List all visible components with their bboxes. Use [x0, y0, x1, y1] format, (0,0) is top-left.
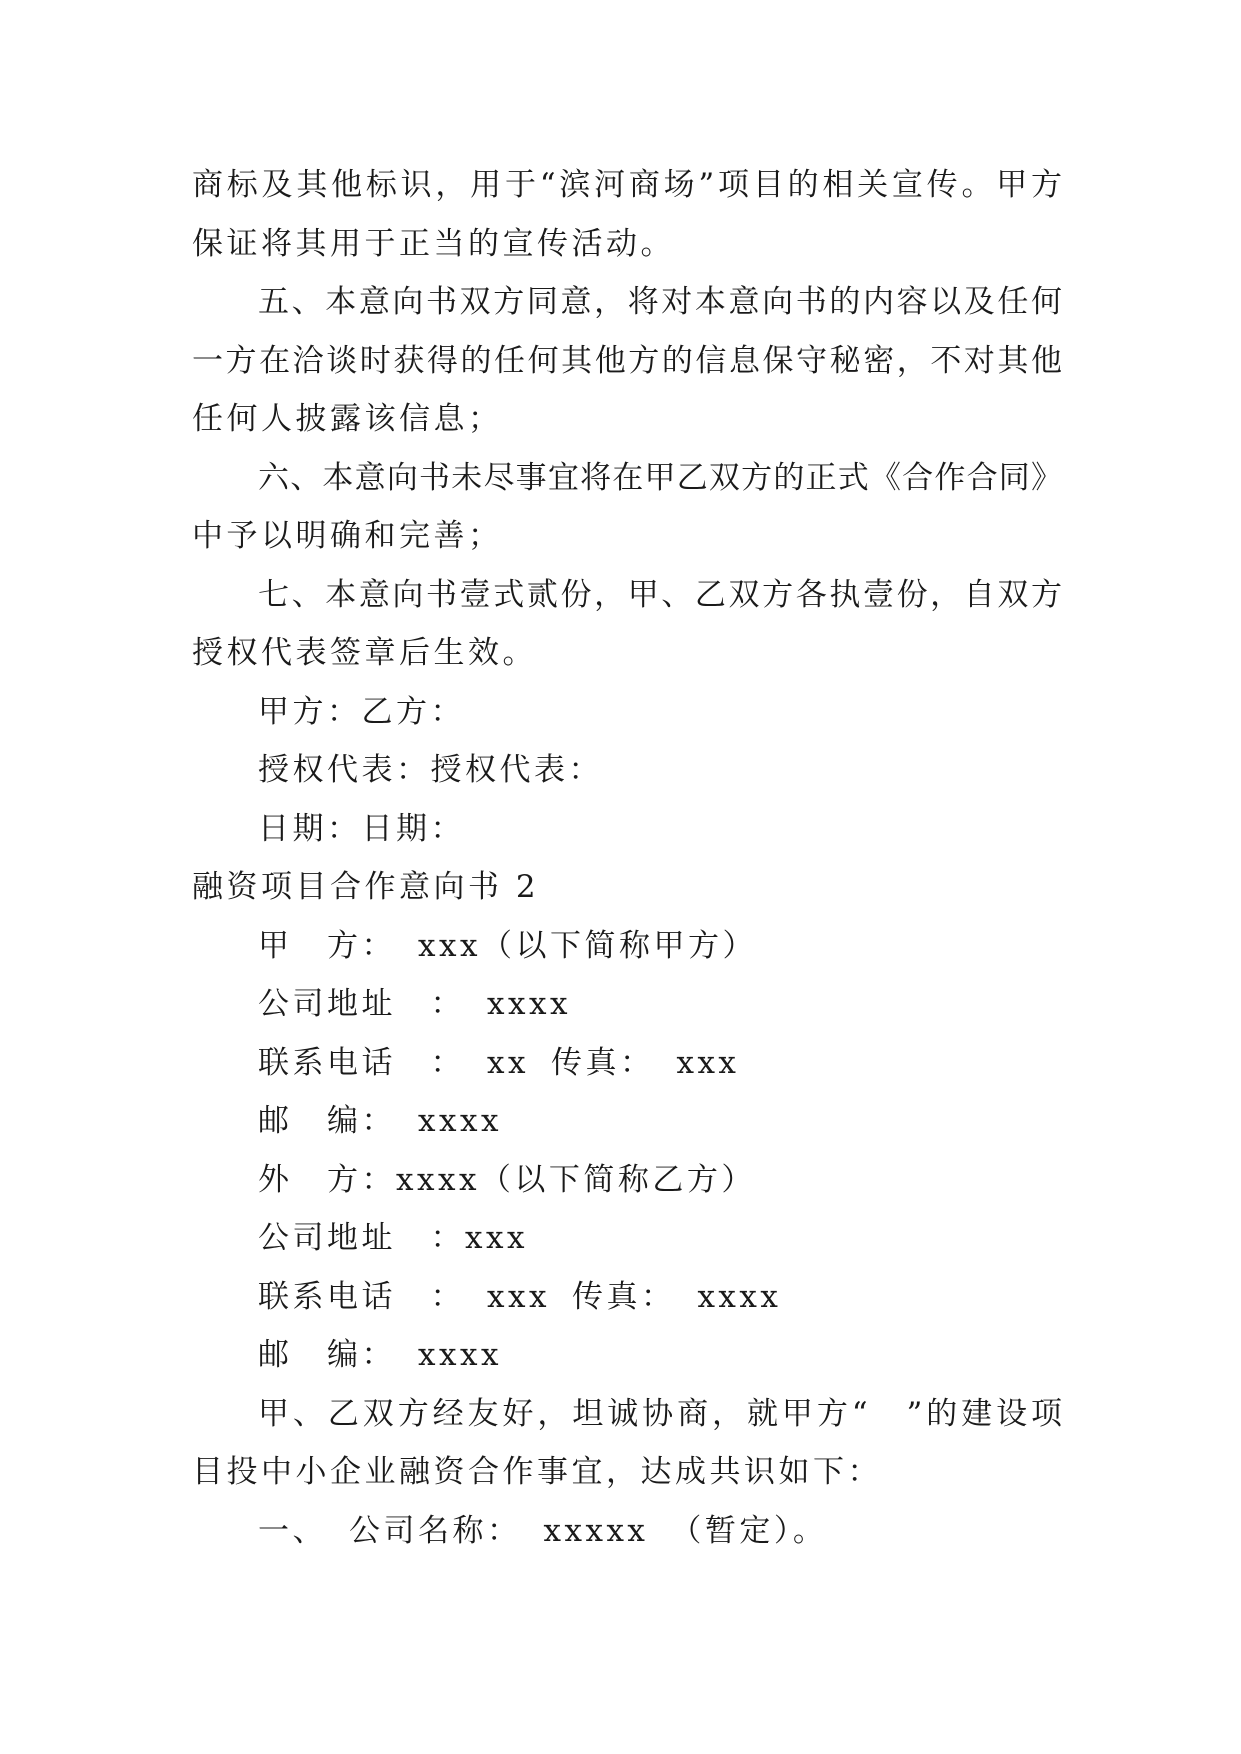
party-a-address-label: 公司地址 ： — [258, 986, 465, 1022]
party-a-zip-row — [192, 1092, 1062, 1151]
party-b-representative-label: 授权代表： — [430, 752, 603, 788]
party-a-name-row — [192, 917, 1062, 976]
clause-six-line: 六、本意向书未尽事宜将在甲乙双方的正式《合作合同》 — [258, 459, 1062, 496]
party-a-fax-value: xxx — [676, 1044, 740, 1081]
party-b-zip-value: xxxx — [418, 1337, 502, 1373]
clause-five-line: 一方在洽谈时获得的任何其他方的信息保守秘密，不对其他 — [192, 342, 1062, 379]
party-b-fax-label: 传真： — [571, 1278, 676, 1315]
party-b-address-value: xxx — [465, 1220, 528, 1256]
party-a-name-label: 甲 方： — [258, 927, 396, 964]
party-a-phone-value: xx — [487, 1044, 529, 1081]
party-a-phone-label: 联系电话 ： — [258, 1044, 465, 1081]
signature-date-row — [192, 800, 1062, 859]
intro-line: 甲、乙双方经友好，坦诚协商，就甲方“ ”的建设项 — [258, 1395, 1062, 1432]
clause-seven-line: 七、本意向书壹式贰份，甲、乙双方各执壹份，自双方 — [258, 576, 1062, 613]
signature-party-row — [192, 683, 1062, 742]
party-b-fax-value: xxxx — [697, 1278, 782, 1315]
clause-five-line: 五、本意向书双方同意，将对本意向书的内容以及任何 — [258, 284, 1062, 320]
party-a-address-row — [192, 975, 1062, 1034]
clause-one-label: 公司名称： — [349, 1512, 522, 1549]
party-a-name-value: xxx（以下简称甲方） — [418, 927, 757, 964]
party-b-phone-value: xxx — [487, 1278, 550, 1315]
paragraph-line: 商标及其他标识，用于“滨河商场”项目的相关宣传。甲方 — [192, 167, 1062, 203]
clause-six-line: 中予以明确和完善； — [192, 518, 503, 554]
party-b-address-label: 公司地址 ： — [258, 1220, 465, 1256]
clause-five-line: 任何人披露该信息； — [192, 401, 503, 437]
intro-line: 目投中小企业融资合作事宜，达成共识如下： — [192, 1454, 882, 1490]
party-a-address-value: xxxx — [487, 986, 571, 1022]
party-a-zip-label: 邮 编： — [258, 1103, 396, 1139]
party-a-phone-row — [192, 1034, 1062, 1093]
party-a-zip-value: xxxx — [418, 1103, 502, 1139]
party-b-date-label: 日期： — [361, 810, 465, 847]
party-a-signature-label: 甲方： — [258, 693, 362, 730]
party-b-zip-label: 邮 编： — [258, 1337, 396, 1373]
party-b-address-row — [192, 1209, 1062, 1268]
party-b-signature-label: 乙方： — [361, 693, 465, 730]
party-b-phone-row — [192, 1268, 1062, 1327]
party-b-name-label: 外 方： — [258, 1161, 396, 1198]
party-b-zip-row — [192, 1326, 1062, 1385]
party-a-representative-label: 授权代表： — [258, 752, 431, 788]
party-b-name-value: xxxx（以下简称乙方） — [396, 1161, 756, 1198]
clause-one-value: xxxxx — [543, 1512, 649, 1549]
party-b-phone-label: 联系电话 ： — [258, 1278, 465, 1315]
paragraph-line: 保证将其用于正当的宣传活动。 — [192, 225, 675, 262]
party-a-date-label: 日期： — [258, 810, 362, 847]
party-a-fax-label: 传真： — [550, 1044, 655, 1081]
clause-seven-line: 授权代表签章后生效。 — [192, 635, 537, 671]
signature-representative-row — [192, 741, 1062, 800]
clause-one-row — [192, 1502, 1062, 1561]
party-b-name-row — [192, 1151, 1062, 1210]
clause-one-note: （暂定）。 — [670, 1512, 828, 1549]
document-body — [192, 156, 1062, 1560]
section-title: 融资项目合作意向书 2 — [192, 869, 540, 905]
clause-one-number: 一、 — [258, 1512, 327, 1549]
